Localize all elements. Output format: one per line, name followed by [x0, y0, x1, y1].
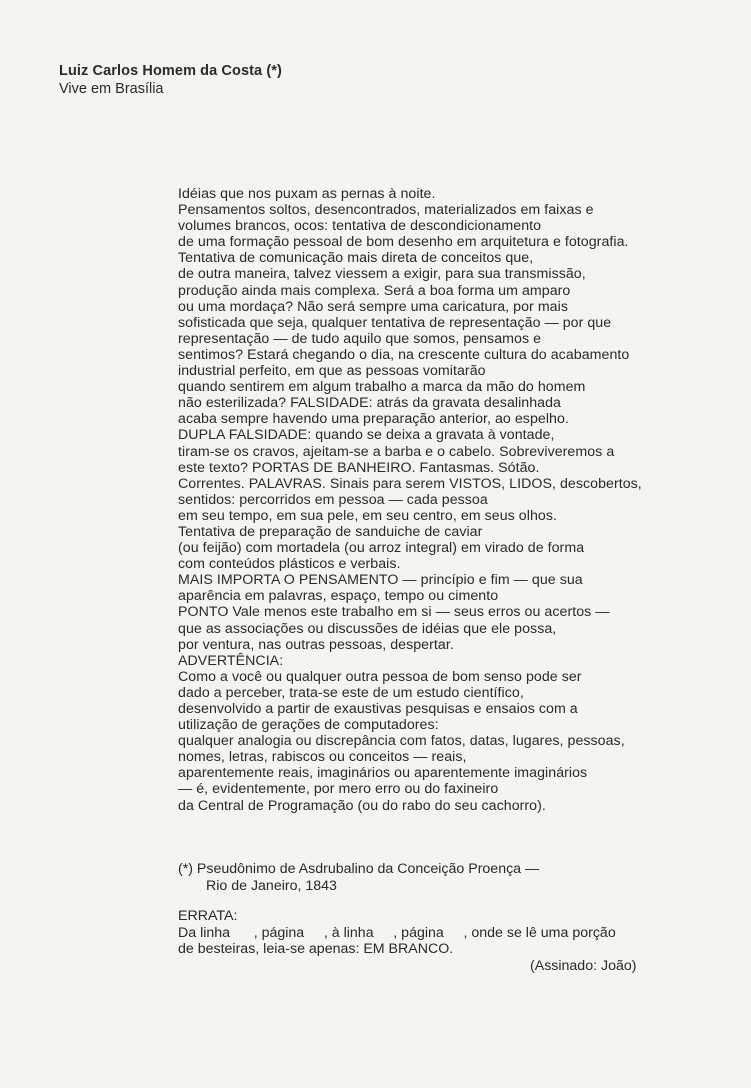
- poem-line: este texto? PORTAS DE BANHEIRO. Fantasmas. Sótão.: [178, 459, 540, 476]
- signature: (Assinado: João): [530, 958, 637, 974]
- poem-line: utilização de gerações de computadores:: [178, 717, 439, 734]
- errata-block: [178, 908, 616, 958]
- poem-line: de outra maneira, talvez viessem a exigir, para sua transmissão,: [178, 266, 586, 283]
- author-block: [59, 62, 282, 98]
- poem-line: nomes, letras, rabiscos ou conceitos — reais,: [178, 749, 467, 766]
- poem-line: que as associações ou discussões de idéias que ele possa,: [178, 620, 557, 637]
- poem-line: industrial perfeito, em que as pessoas vomitarão: [178, 363, 486, 380]
- poem-line: qualquer analogia ou discrepância com fatos, datas, lugares, pessoas,: [178, 733, 625, 750]
- poem-line: volumes brancos, ocos: tentativa de descondicionamento: [178, 218, 542, 235]
- poem-line: representação — de tudo aquilo que somos, pensamos e: [178, 330, 542, 347]
- poem-line: sentidos: percorridos em pessoa — cada pessoa: [178, 491, 488, 508]
- poem-line: PONTO Vale menos este trabalho em si — seus erros ou acertos —: [178, 604, 610, 621]
- poem-line: ou uma mordaça? Não será sempre uma caricatura, por mais: [178, 298, 568, 315]
- poem-line: tiram-se os cravos, ajeitam-se a barba e o cabelo. Sobreviveremos a: [178, 443, 615, 460]
- errata-line: Da linha , página , à linha , página , onde se lê uma porção: [178, 924, 616, 941]
- poem-line: Como a você ou qualquer outra pessoa de bom senso pode ser: [178, 668, 582, 685]
- poem-line: aparência em palavras, espaço, tempo ou cimento: [178, 588, 499, 605]
- poem-line: com conteúdos plásticos e verbais.: [178, 556, 401, 573]
- poem-line: Tentativa de preparação de sanduiche de caviar: [178, 523, 483, 540]
- poem-body: [178, 186, 738, 814]
- poem-line: aparentemente reais, imaginários ou aparentemente imaginários: [178, 765, 588, 782]
- poem-line: (ou feijão) com mortadela (ou arroz integral) em virado de forma: [178, 540, 585, 557]
- poem-line: dado a perceber, trata-se este de um estudo científico,: [178, 684, 524, 701]
- poem-line: não esterilizada? FALSIDADE: atrás da gravata desalinhada: [178, 395, 561, 412]
- poem-line: em seu tempo, em sua pele, em seu centro, em seus olhos.: [178, 507, 557, 524]
- poem-line: MAIS IMPORTA O PENSAMENTO — princípio e fim — que sua: [178, 572, 583, 589]
- poem-line: Idéias que nos puxam as pernas à noite.: [178, 186, 436, 202]
- author-location: Vive em Brasília: [59, 81, 164, 97]
- poem-line: de uma formação pessoal de bom desenho em arquitetura e fotografia.: [178, 234, 629, 251]
- footnote-line: (*) Pseudônimo de Asdrubalino da Conceição Proença —: [178, 861, 540, 877]
- poem-line: quando sentirem em algum trabalho a marca da mão do homem: [178, 379, 586, 396]
- footnote-line: Rio de Janeiro, 1843: [206, 877, 337, 894]
- poem-line: sofisticada que seja, qualquer tentativa de representação — por que: [178, 314, 612, 331]
- poem-line: — é, evidentemente, por mero erro ou do faxineiro: [178, 781, 499, 798]
- poem-line: Tentativa de comunicação mais direta de conceitos que,: [178, 250, 534, 267]
- poem-line: produção ainda mais complexa. Será a boa forma um amparo: [178, 282, 571, 299]
- errata-title: ERRATA:: [178, 908, 238, 924]
- poem-line: Pensamentos soltos, desencontrados, materializados em faixas e: [178, 202, 594, 219]
- poem-line: Correntes. PALAVRAS. Sinais para serem VISTOS, LIDOS, descobertos,: [178, 475, 642, 492]
- poem-line: desenvolvido a partir de exaustivas pesquisas e ensaios com a: [178, 701, 578, 717]
- poem-line: DUPLA FALSIDADE: quando se deixa a gravata à vontade,: [178, 427, 555, 444]
- poem-line: por ventura, nas outras pessoas, despertar.: [178, 636, 454, 653]
- poem-line: ADVERTÊNCIA:: [178, 652, 284, 669]
- poem-line: da Central de Programação (ou do rabo do seu cachorro).: [178, 797, 546, 814]
- poem-line: sentimos? Estará chegando o dia, na crescente cultura do acabamento: [178, 346, 630, 363]
- author-name: Luiz Carlos Homem da Costa (*): [59, 63, 282, 79]
- poem-line: acaba sempre havendo uma preparação anterior, ao espelho.: [178, 411, 569, 428]
- errata-line: de besteiras, leia-se apenas: EM BRANCO.: [178, 941, 454, 957]
- footnote: [178, 861, 539, 894]
